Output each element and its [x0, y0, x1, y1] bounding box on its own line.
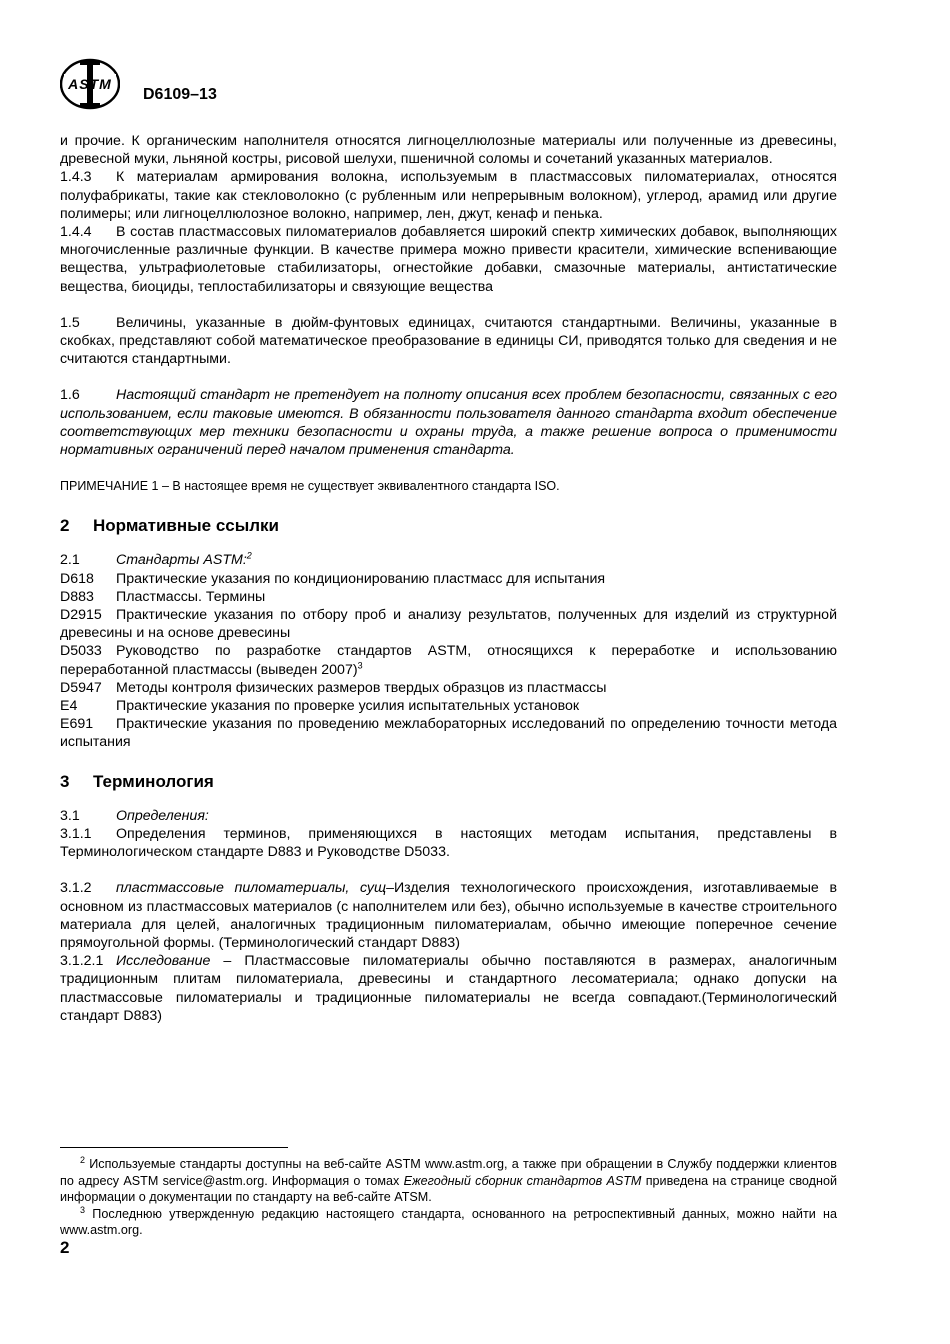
- reference-title: Методы контроля физических размеров твердых образцов из пластмассы: [116, 679, 607, 696]
- section-3-heading: 3 Терминология: [60, 771, 214, 791]
- reference-code: E691: [60, 716, 94, 733]
- reference-item: [60, 697, 837, 715]
- clause-2-1: 2.1 Стандарты ASTM:$^2$: [60, 550, 252, 569]
- clause-3-1-1: 3.1.1 Определения терминов, применяющихся в настоящих методам испытания, представлены в Терминологическом стандарте D883 и Руководстве D5033.: [60, 825, 837, 861]
- reference-item: [60, 570, 837, 588]
- clause-1-4-4: 1.4.4 В состав пластмассовых пиломатериалов добавляется широкий спектр химических добавок, выполняющих многочисленные различные функции. В качестве примера можно привести красители, химические вспенивающие вещества, ультрафиолетовые стабилизаторы, огнестойкие добавки, смазочные материалы, антистатические вещества, биоциды, теплостабилизаторы и связующие вещества: [60, 224, 837, 295]
- document-body: [60, 132, 837, 1025]
- clause-1-6: 1.6 Настоящий стандарт не претендует на полноту описания всех проблем безопасности, связанных с его использованием, если таковые имеются. В обязанности пользователя данного стандарта входит обеспечение соответствующих мер техники безопасности и охраны труда, а также решение вопроса о применимости нормативных ограничений перед началом применения стандарта.: [60, 387, 837, 459]
- footnote-ref: 3: [357, 659, 363, 670]
- reference-list: [60, 570, 837, 752]
- reference-item: [60, 715, 837, 751]
- footnote-3: $^3$ Последнюю утвержденную редакцию настоящего стандарта, основанного на ретроспективный данных, можно найти на www.astm.org.: [60, 1204, 837, 1237]
- clause-1-5: 1.5 Величины, указанные в дюйм-фунтовых единицах, считаются стандартными. Величины, указанные в скобках, представляют собой математическое преобразование в единицы СИ, приводятся только для сведения и не считаются стандартными.: [60, 314, 837, 368]
- svg-text:ASTM: ASTM: [68, 76, 112, 92]
- clause-1-4-3: 1.4.3 К материалам армирования волокна, используемым в пластмассовых пиломатериалах, относятся полуфабрикаты, такие как стекловолокно (с рубленным или непрерывным волокном), углерод, арамид или другие полимеры; или лигноцеллюлозное волокно, например, лен, джут, кенаф и пенька.: [60, 169, 837, 222]
- reference-title: Практические указания по кондиционированию пластмасс для испытания: [116, 570, 606, 587]
- astm-logo-icon: [60, 58, 120, 110]
- reference-title: Руководство по разработке стандартов ASTM, относящихся к переработке и использованию переработанной пластмассы (выведен 2007): [60, 643, 837, 678]
- reference-code: D618: [60, 570, 94, 587]
- reference-title: Практические указания по проведению межлабораторных исследований по определению точности метода испытания: [60, 716, 837, 751]
- reference-code: E4: [60, 698, 78, 715]
- reference-code: D883: [60, 588, 94, 605]
- page-number: 2: [60, 1238, 70, 1257]
- reference-code: D2915: [60, 607, 102, 624]
- section-2-heading: 2 Нормативные ссылки: [60, 516, 280, 536]
- reference-title: Практические указания по отбору проб и анализу результатов, полученных для изделий из структурной древесины и на основе древесины: [60, 607, 837, 642]
- reference-item: [60, 588, 837, 606]
- reference-code: D5033: [60, 643, 102, 660]
- note-1: ПРИМЕЧАНИЕ 1 – В настоящее время не существует эквивалентного стандарта ISO.: [60, 479, 560, 494]
- document-id: D6109–13: [143, 86, 217, 103]
- reference-item: [60, 606, 837, 642]
- clause-3-1-2: 3.1.2 пластмассовые пиломатериалы, сущ–Изделия технологического происхождения, изготавливаемые в основном из пластмассовых материалов (с наполнителем или без), обычно используемые в качестве строительного материала для целей, аналогичных традиционным пиломатериалам, обычно имеющие поперечное сечение прямоугольной формы. (Терминологический стандарт D883): [60, 880, 837, 951]
- clause-3-1-2-1: 3.1.2.1 Исследование – Пластмассовые пиломатериалы обычно поставляются в размерах, аналогичным традиционным плитам пиломатериала, древесины и стандартного лесоматериала; однако допуски на пластмассовые пиломатериалы и традиционные пиломатериалы не всегда совпадают.(Терминологический стандарт D883): [60, 953, 837, 1024]
- reference-item: [60, 679, 837, 697]
- reference-code: D5947: [60, 679, 102, 696]
- paragraph-continuation: и прочие. К органическим наполнителя относятся лигноцеллюлозные материалы или полученные из древесины, древесной муки, льняной костры, рисовой шелухи, пшеничной соломы и сочетаний указанных материалов.: [60, 133, 837, 168]
- footnote-2: $^2$ Используемые стандарты доступны на веб-сайте ASTM www.astm.org, а также при обращении в Службу поддержки клиентов по адресу ASTM service@astm.org. Информация о томах Ежегодный сборник стандартов ASTM приведена на странице сводной информации о документации по стандарту на веб-сайте ATSM.: [60, 1154, 837, 1204]
- footnotes: [60, 1156, 837, 1239]
- reference-item: [60, 642, 837, 678]
- reference-title: Практические указания по проверке усилия испытательных установок: [116, 698, 580, 715]
- clause-3-1: 3.1 Определения:: [60, 807, 209, 824]
- reference-title: Пластмассы. Термины: [116, 588, 266, 605]
- footnote-separator: [60, 1147, 288, 1148]
